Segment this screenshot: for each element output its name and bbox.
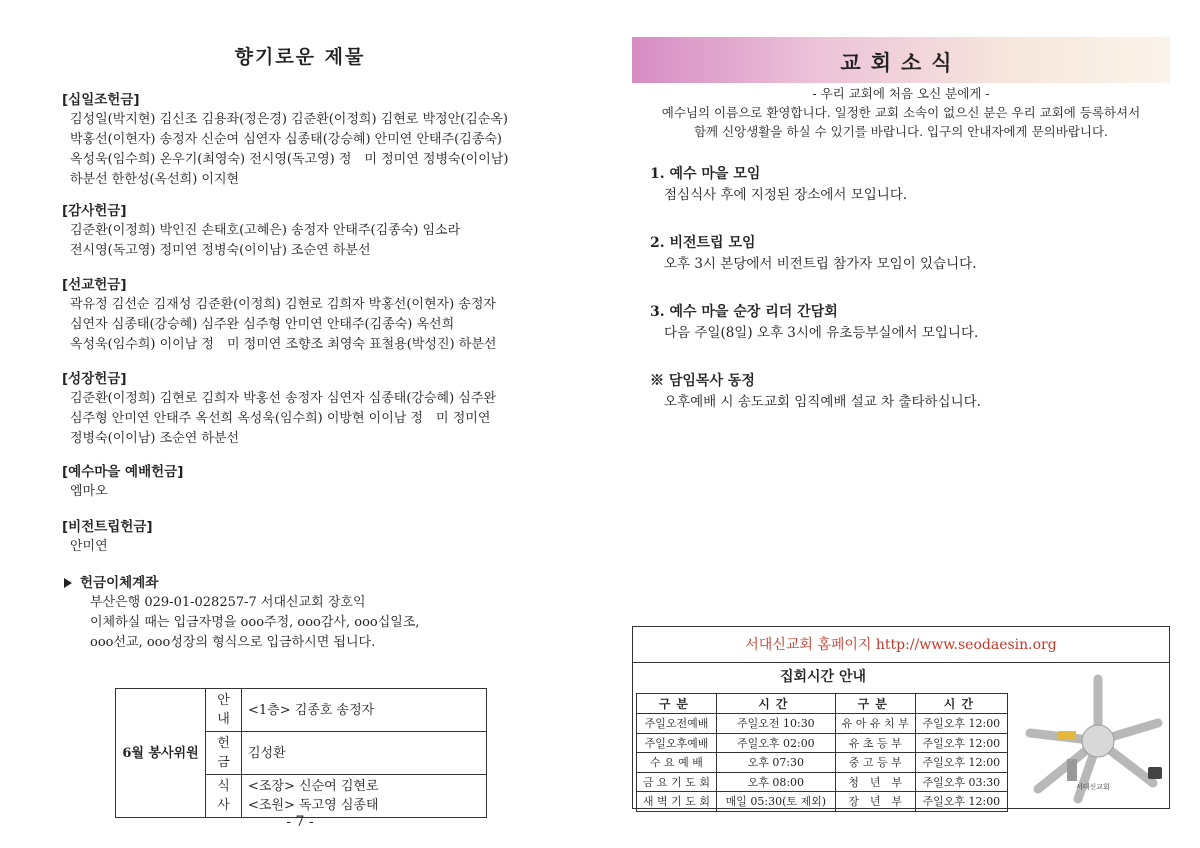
service-value-line: <조장> 신순여 김현로	[248, 779, 379, 794]
service-label: 식사	[206, 775, 242, 818]
offering-mission	[62, 275, 532, 355]
table-cell: 장 년 부	[835, 792, 915, 812]
offering-growth	[62, 369, 532, 449]
table-cell: 오후 08:00	[716, 772, 835, 792]
welcome-line: 예수님의 이름으로 환영합니다. 일정한 교회 소속이 없으신 분은 우리 교회에 등록하셔서	[661, 105, 1141, 120]
news-item-heading: 2. 비전트립 모임	[650, 235, 756, 251]
news-item	[650, 302, 1170, 344]
table-cell: 유 초 등 부	[835, 733, 915, 753]
table-cell: 주일오후 12:00	[915, 753, 1007, 773]
welcome-message	[632, 84, 1170, 141]
offering-heading: [비전트립헌금]	[62, 519, 153, 535]
service-value-line: <조원> 독고영 심종태	[248, 798, 379, 813]
table-cell: 주일오후 03:30	[915, 772, 1007, 792]
offering-tithe	[62, 90, 532, 190]
column-header: 구분	[835, 694, 915, 714]
table-header-row	[637, 694, 1008, 714]
schedule-title: 집회시간 안내	[779, 669, 867, 685]
offering-heading: [성장헌금]	[62, 371, 127, 387]
news-item-body: 오후예배 시 송도교회 임직예배 설교 차 출타하십니다.	[664, 394, 981, 410]
welcome-line: - 우리 교회에 처음 오신 분에게 -	[812, 86, 990, 101]
news-item-body: 다음 주일(8일) 오후 3시에 유초등부실에서 모입니다.	[664, 325, 979, 341]
offering-name-line: 곽유정 김선순 김재성 김준환(이정희) 김현로 김희자 박홍선(이현자) 송정자	[70, 297, 496, 312]
service-label: 안내	[206, 689, 242, 732]
page-title: 향기로운 제물	[234, 46, 366, 68]
offering-name-line: 김준환(이정희) 김현로 김희자 박홍선 송정자 심연자 심종태(강승혜) 심주완	[70, 391, 496, 406]
table-cell: 주일오후 12:00	[915, 792, 1007, 812]
transfer-line: ooo선교, ooo성장의 형식으로 입금하시면 됩니다.	[90, 635, 376, 650]
table-cell: 청 년 부	[835, 772, 915, 792]
news-item-body: 오후 3시 본당에서 비전트립 참가자 모임이 있습니다.	[664, 256, 977, 272]
offering-name-line: 전시영(독고영) 정미연 정병숙(이이남) 조순연 하분선	[70, 243, 371, 258]
offering-heading: [선교헌금]	[62, 277, 127, 293]
news-item	[650, 371, 1170, 413]
table-cell: 매일 05:30(토 제외)	[716, 792, 835, 812]
table-cell: 오후 07:30	[716, 753, 835, 773]
page-number: - 7 -	[286, 814, 314, 830]
news-banner	[632, 37, 1170, 83]
offering-name-line: 하분선 한한성(옥선희) 이지현	[70, 172, 240, 187]
service-value: 김성환	[242, 732, 487, 775]
offering-vision-trip	[62, 517, 532, 557]
news-item-heading: 3. 예수 마을 순장 리더 간담회	[650, 304, 838, 320]
table-cell: 수 요 예 배	[637, 753, 717, 773]
transfer-line: 부산은행 029-01-028257-7 서대신교회 장호익	[90, 595, 366, 610]
table-row	[637, 792, 1008, 812]
table-cell: 새 벽 기 도 회	[637, 792, 717, 812]
column-header: 구분	[637, 694, 717, 714]
table-cell: 주일오후 02:00	[716, 733, 835, 753]
offering-name-line: 옥성욱(임수희) 이이남 정 미 정미연 조향조 최영숙 표철용(박성진) 하분선	[70, 337, 497, 352]
table-cell: 주일오전예배	[637, 714, 717, 734]
table-cell: 주일오후예배	[637, 733, 717, 753]
service-value	[242, 775, 487, 818]
news-item-body: 점심식사 후에 지정된 장소에서 모입니다.	[664, 187, 908, 203]
column-header: 시간	[716, 694, 835, 714]
offering-village-worship	[62, 462, 532, 502]
table-row	[637, 733, 1008, 753]
table-cell: 주일오전 10:30	[716, 714, 835, 734]
table-row	[637, 772, 1008, 792]
table-row	[116, 689, 487, 732]
offering-name-line: 김성일(박지현) 김신조 김용좌(정은경) 김준환(이정희) 김현로 박정안(김순옥)	[70, 112, 508, 127]
map-label: 서대신교회	[1076, 783, 1110, 791]
table-cell: 유 아 유 치 부	[835, 714, 915, 734]
service-value: <1층> 김종호 송정자	[242, 689, 487, 732]
offering-name-line: 정병숙(이이남) 조순연 하분선	[70, 431, 240, 446]
table-row	[637, 753, 1008, 773]
news-item	[650, 233, 1170, 275]
triangle-right-icon	[64, 578, 72, 588]
transfer-account	[64, 573, 534, 653]
transfer-heading: 헌금이체계좌	[80, 575, 159, 591]
service-committee-table	[115, 688, 487, 818]
offering-name-line: 박홍선(이현자) 송정자 신순여 심연자 심종태(강승혜) 안미연 안태주(김종숙)	[70, 132, 502, 147]
right-page	[600, 0, 1200, 848]
table-cell: 금 요 기 도 회	[637, 772, 717, 792]
offering-name-line: 김준환(이정희) 박인진 손태호(고혜은) 송정자 안태주(김종숙) 임소라	[70, 223, 461, 238]
news-item-heading: ※ 담임목사 동정	[650, 373, 755, 389]
offering-thanks	[62, 201, 532, 261]
transfer-line: 이체하실 때는 입금자명을 ooo주정, ooo감사, ooo십일조,	[90, 615, 420, 630]
column-header: 시간	[915, 694, 1007, 714]
table-cell: 중 고 등 부	[835, 753, 915, 773]
news-title: 교회소식	[840, 50, 962, 75]
homepage-link[interactable]: 서대신교회 홈페이지 http://www.seodaesin.org	[633, 627, 1169, 663]
offering-name-line: 옥성욱(임수희) 온우기(최영숙) 전시영(독고영) 정 미 정미연 정병숙(이이남)	[70, 152, 509, 167]
church-location-map	[1018, 671, 1166, 805]
table-cell: 주일오후 12:00	[915, 714, 1007, 734]
news-item	[650, 164, 1170, 206]
transfer-heading-row	[64, 573, 534, 593]
schedule-table	[636, 693, 1008, 812]
table-cell: 주일오후 12:00	[915, 733, 1007, 753]
offering-name-line: 심연자 심종태(강승혜) 심주완 심주형 안미연 안태주(김종숙) 옥선희	[70, 317, 455, 332]
offering-heading: [감사헌금]	[62, 203, 127, 219]
offering-name-line: 심주형 안미연 안태주 옥선희 옥성욱(임수희) 이방현 이이남 정 미 정미연	[70, 411, 491, 426]
offering-name-line: 엠마오	[70, 484, 108, 499]
table-row	[637, 714, 1008, 734]
offering-name-line: 안미연	[70, 539, 108, 554]
service-label: 헌금	[206, 732, 242, 775]
offering-heading: [십일조헌금]	[62, 92, 140, 108]
service-title: 6월 봉사위원	[116, 689, 206, 818]
welcome-line: 함께 신앙생활을 하실 수 있기를 바랍니다. 입구의 안내자에게 문의바랍니다.	[693, 124, 1109, 139]
offering-heading: [예수마을 예배헌금]	[62, 464, 184, 480]
church-info-box	[632, 626, 1170, 809]
news-item-heading: 1. 예수 마을 모임	[650, 166, 761, 182]
